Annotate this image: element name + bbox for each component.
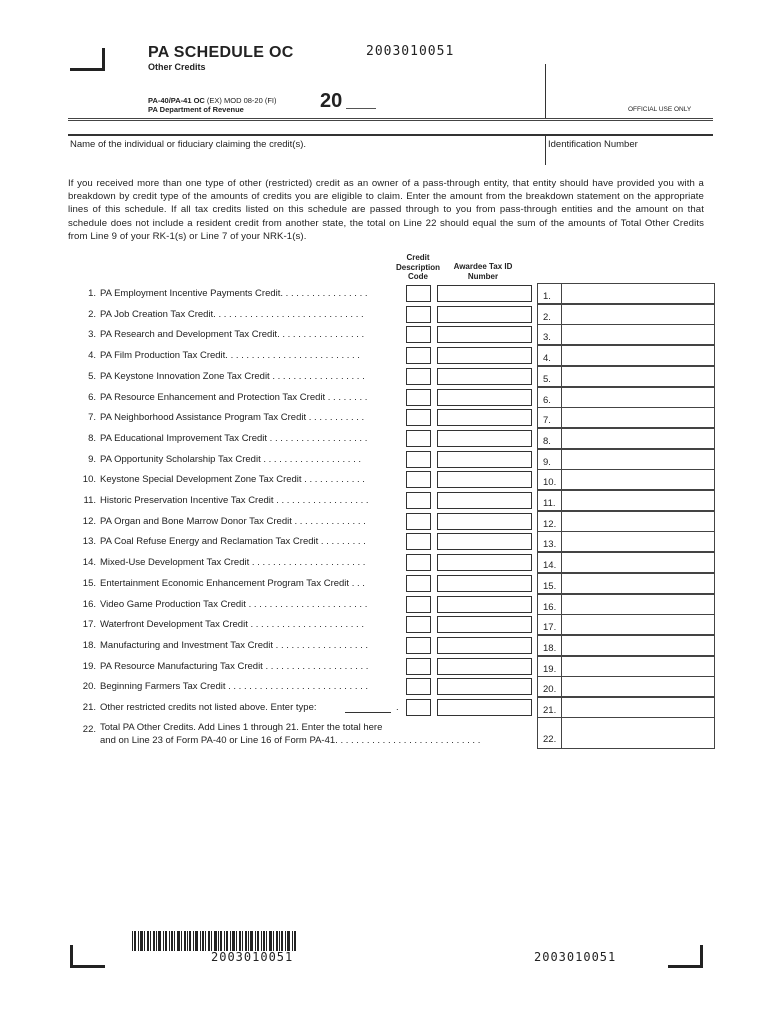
- line-label: PA Opportunity Scholarship Tax Credit . . . . . . . . . . . . . . . . . . .: [100, 453, 361, 465]
- line-number: 19.: [82, 660, 96, 672]
- form-code: [148, 96, 277, 114]
- barcode-bar: [187, 931, 188, 951]
- awardee-tax-id-input[interactable]: [437, 513, 532, 530]
- credit-code-input[interactable]: [406, 554, 431, 571]
- awardee-tax-id-input[interactable]: [437, 575, 532, 592]
- credit-code-input[interactable]: [406, 389, 431, 406]
- barcode-bar: [255, 931, 256, 951]
- barcode-bar: [261, 931, 262, 951]
- line-label: Beginning Farmers Tax Credit . . . . . . . . . . . . . . . . . . . . . . . . . . .: [100, 681, 369, 693]
- line-number-box: 13.: [537, 531, 562, 552]
- header-rule: [68, 118, 713, 121]
- line-number: 17.: [82, 619, 96, 631]
- barcode-bar: [211, 931, 212, 951]
- credit-line-row: [0, 658, 770, 678]
- line-label: PA Research and Development Tax Credit. . . . . . . . . . . . . . . . .: [100, 329, 365, 341]
- credit-amount-input[interactable]: [562, 656, 715, 677]
- credit-line-row: [0, 678, 770, 698]
- credit-code-input[interactable]: [406, 575, 431, 592]
- credit-amount-input[interactable]: [562, 490, 715, 511]
- awardee-tax-id-input[interactable]: [437, 409, 532, 426]
- credit-line-row: [0, 554, 770, 574]
- credit-line-row: [0, 699, 770, 719]
- id-number-label: Identification Number: [548, 139, 638, 150]
- line-number-box: 2.: [537, 304, 562, 325]
- barcode-bar: [294, 931, 296, 951]
- credit-code-input[interactable]: [406, 533, 431, 550]
- tax-year-input[interactable]: [346, 108, 376, 109]
- divider: [545, 64, 546, 118]
- line-label: Other restricted credits not listed above. Enter type:: [100, 702, 317, 713]
- credit-amount-input[interactable]: [562, 469, 715, 490]
- credit-line-row: [0, 596, 770, 616]
- line-22-row: [0, 721, 770, 751]
- barcode-bar: [214, 931, 217, 951]
- line-label: PA Keystone Innovation Zone Tax Credit . . . . . . . . . . . . . . . . . .: [100, 370, 365, 382]
- line-label: Mixed-Use Development Tax Credit . . . . . . . . . . . . . . . . . . . . . .: [100, 557, 366, 569]
- other-credit-type-input[interactable]: [345, 712, 391, 713]
- barcode-bar: [220, 931, 222, 951]
- credit-line-row: [0, 492, 770, 512]
- line-22-label: [100, 721, 540, 747]
- barcode-bar: [208, 931, 210, 951]
- credit-line-row: [0, 513, 770, 533]
- line-number: 22.: [82, 724, 96, 735]
- line-number-box: 6.: [537, 387, 562, 408]
- credit-code-input[interactable]: [406, 616, 431, 633]
- line-label: Manufacturing and Investment Tax Credit . . . . . . . . . . . . . . . . . .: [100, 639, 369, 651]
- barcode-bar: [232, 931, 235, 951]
- barcode-bar: [266, 931, 267, 951]
- barcode-bar: [245, 931, 247, 951]
- line-number-box: 17.: [537, 614, 562, 635]
- line-number: 2.: [88, 308, 96, 320]
- line-label: Keystone Special Development Zone Tax Credit . . . . . . . . . . . .: [100, 474, 365, 486]
- credit-code-input[interactable]: [406, 368, 431, 385]
- awardee-tax-id-input[interactable]: [437, 451, 532, 468]
- credit-line-row: [0, 637, 770, 657]
- credit-amount-input[interactable]: [562, 511, 715, 532]
- credit-line-row: [0, 409, 770, 429]
- awardee-tax-id-input[interactable]: [437, 430, 532, 447]
- registration-mark: [70, 48, 105, 71]
- awardee-tax-id-input[interactable]: [437, 678, 532, 695]
- line-number: 8.: [88, 432, 96, 444]
- barcode-bar: [248, 931, 249, 951]
- line-number-box: 7.: [537, 407, 562, 428]
- barcode-bar: [202, 931, 204, 951]
- credit-line-row: [0, 451, 770, 471]
- credit-code-input[interactable]: [406, 699, 431, 716]
- credit-amount-input[interactable]: [562, 697, 715, 718]
- credit-amount-input[interactable]: [562, 387, 715, 408]
- registration-mark: [668, 945, 703, 968]
- awardee-tax-id-input[interactable]: [437, 637, 532, 654]
- barcode-bar: [171, 931, 173, 951]
- line-number-box: 12.: [537, 511, 562, 532]
- line-22-text: and on Line 23 of Form PA-40 or Line 16 of Form PA-41. . . . . . . . . . . . . . . . . . . . . . . . . . . .: [100, 735, 481, 746]
- line-label: Entertainment Economic Enhancement Program Tax Credit . . .: [100, 577, 365, 589]
- barcode-bar: [184, 931, 186, 951]
- credit-code-input[interactable]: [406, 596, 431, 613]
- line-number-box: 20.: [537, 676, 562, 697]
- awardee-tax-id-input[interactable]: [437, 492, 532, 509]
- line-number-box: 16.: [537, 594, 562, 615]
- line-label: PA Resource Manufacturing Tax Credit . . . . . . . . . . . . . . . . . . . .: [100, 660, 369, 672]
- barcode-bar: [263, 931, 265, 951]
- line-number-box: 3.: [537, 324, 562, 345]
- awardee-tax-id-input[interactable]: [437, 347, 532, 364]
- barcode-bar: [177, 931, 180, 951]
- credit-line-row: [0, 616, 770, 636]
- awardee-tax-id-input[interactable]: [437, 285, 532, 302]
- awardee-tax-id-input[interactable]: [437, 596, 532, 613]
- line-label: Waterfront Development Tax Credit . . . . . . . . . . . . . . . . . . . . . .: [100, 619, 364, 631]
- name-rule: [68, 134, 713, 136]
- registration-mark: [70, 945, 105, 968]
- line-number: 1.: [88, 288, 96, 299]
- barcode-bar: [285, 931, 286, 951]
- line-number: 15.: [82, 577, 96, 589]
- barcode-bar: [226, 931, 228, 951]
- divider: [545, 135, 546, 165]
- column-header-code: Credit Description Code: [395, 253, 440, 281]
- period: .: [396, 702, 399, 713]
- barcode-bar: [138, 931, 139, 951]
- line-number: 14.: [82, 557, 96, 569]
- awardee-tax-id-input[interactable]: [437, 389, 532, 406]
- barcode-bar: [230, 931, 231, 951]
- line-label: Historic Preservation Incentive Tax Credit . . . . . . . . . . . . . . . . . .: [100, 495, 369, 506]
- credit-code-input[interactable]: [406, 430, 431, 447]
- credit-code-input[interactable]: [406, 637, 431, 654]
- department: PA Department of Revenue: [148, 105, 244, 114]
- barcode-bar: [276, 931, 278, 951]
- credit-amount-input[interactable]: [562, 531, 715, 552]
- credit-line-row: [0, 285, 770, 305]
- awardee-tax-id-input[interactable]: [437, 471, 532, 488]
- footer-doc-number: 2003010051: [534, 950, 617, 964]
- barcode-bar: [273, 931, 274, 951]
- awardee-tax-id-input[interactable]: [437, 658, 532, 675]
- line-label: PA Educational Improvement Tax Credit . . . . . . . . . . . . . . . . . . .: [100, 432, 368, 444]
- line-number: 7.: [88, 412, 96, 424]
- form-code-bold: PA-40/PA-41 OC: [148, 96, 205, 105]
- barcode-bar: [132, 931, 133, 951]
- line-number-box: 10.: [537, 469, 562, 490]
- credit-code-input[interactable]: [406, 326, 431, 343]
- credit-line-row: [0, 533, 770, 553]
- line-label: PA Coal Refuse Energy and Reclamation Tax Credit . . . . . . . . .: [100, 536, 366, 548]
- line-number: 3.: [88, 329, 96, 341]
- line-22-text: Total PA Other Credits. Add Lines 1 through 21. Enter the total here: [100, 722, 383, 733]
- credit-code-input[interactable]: [406, 285, 431, 302]
- line-number-box: 8.: [537, 428, 562, 449]
- barcode-bar: [189, 931, 191, 951]
- line-number-box: 9.: [537, 449, 562, 470]
- credit-amount-input[interactable]: [562, 324, 715, 345]
- line-label: PA Organ and Bone Marrow Donor Tax Credit . . . . . . . . . . . . . .: [100, 515, 366, 527]
- barcode-bar: [163, 931, 164, 951]
- barcode-bar: [169, 931, 170, 951]
- line-label: PA Film Production Tax Credit. . . . . . . . . . . . . . . . . . . . . . . . . .: [100, 350, 360, 362]
- barcode-bar: [239, 931, 241, 951]
- line-number-box: 19.: [537, 656, 562, 677]
- credit-amount-input[interactable]: [562, 283, 715, 304]
- column-header-awardee: Awardee Tax ID Number: [453, 262, 513, 281]
- awardee-tax-id-input[interactable]: [437, 306, 532, 323]
- barcode-bar: [158, 931, 161, 951]
- line-number-box: 11.: [537, 490, 562, 511]
- line-22-number-box: 22.: [537, 717, 562, 749]
- barcode-bar: [174, 931, 175, 951]
- tax-year-prefix: 20: [320, 90, 343, 112]
- barcode-bar: [281, 931, 283, 951]
- line-label: Video Game Production Tax Credit . . . . . . . . . . . . . . . . . . . . . . .: [100, 598, 368, 610]
- credit-code-input[interactable]: [406, 658, 431, 675]
- line-number-box: 14.: [537, 552, 562, 573]
- line-number: 9.: [88, 453, 96, 465]
- barcode: [130, 931, 300, 951]
- credit-amount-input[interactable]: [562, 676, 715, 697]
- barcode-bar: [156, 931, 157, 951]
- line-number-box: 1.: [537, 283, 562, 304]
- barcode-bar: [205, 931, 206, 951]
- barcode-bar: [242, 931, 243, 951]
- credit-line-row: [0, 471, 770, 491]
- line-number: 6.: [88, 391, 96, 403]
- credit-amount-input[interactable]: [562, 449, 715, 470]
- barcode-bar: [236, 931, 237, 951]
- credit-line-row: [0, 430, 770, 450]
- line-label: PA Employment Incentive Payments Credit. . . . . . . . . . . . . . . . .: [100, 288, 368, 299]
- line-number-box: 4.: [537, 345, 562, 366]
- name-field[interactable]: [70, 139, 540, 165]
- credit-amount-input[interactable]: [562, 304, 715, 325]
- line-number-box: 5.: [537, 366, 562, 387]
- line-number: 10.: [82, 474, 96, 486]
- form-title: PA SCHEDULE OC: [148, 44, 294, 61]
- barcode-bar: [269, 931, 272, 951]
- credit-code-input[interactable]: [406, 306, 431, 323]
- credit-line-row: [0, 368, 770, 388]
- credit-amount-input[interactable]: [562, 594, 715, 615]
- credit-line-row: [0, 326, 770, 346]
- instructions: If you received more than one type of other (restricted) credit as an owner of a pass-through entity, that entity should have provided you with a breakdown by credit type of the amounts of credits you are eligible to claim. Enter the amount from the breakdown statement on the appropriate lines of this schedule. If all tax credits listed on this schedule are passed through to you from pass-through entities and the amount on that schedule does not include a resident credit from another state, the total on Line 22 should equal the sum of the amounts of Total Other Credits from Line 9 of your RK-1(s) or Line 7 of your NRK-1(s).: [68, 178, 704, 242]
- credit-amount-input[interactable]: [562, 345, 715, 366]
- credit-amount-input[interactable]: [562, 407, 715, 428]
- awardee-tax-id-input[interactable]: [437, 699, 532, 716]
- credit-line-row: [0, 575, 770, 595]
- barcode-bar: [165, 931, 167, 951]
- line-number-box: 18.: [537, 635, 562, 656]
- credit-code-input[interactable]: [406, 678, 431, 695]
- barcode-bar: [224, 931, 225, 951]
- official-use-label: OFFICIAL USE ONLY: [628, 106, 692, 113]
- name-field-label: Name of the individual or fiduciary claiming the credit(s).: [70, 139, 307, 150]
- credit-code-input[interactable]: [406, 409, 431, 426]
- awardee-tax-id-input[interactable]: [437, 368, 532, 385]
- line-22-amount-input[interactable]: [562, 717, 715, 749]
- form-code-rev: (EX) MOD 08-20 (FI): [206, 96, 277, 105]
- line-number: 13.: [82, 536, 96, 548]
- credit-amount-input[interactable]: [562, 573, 715, 594]
- line-number: 5.: [88, 370, 96, 382]
- credit-code-input[interactable]: [406, 347, 431, 364]
- credit-amount-input[interactable]: [562, 552, 715, 573]
- barcode-bar: [218, 931, 219, 951]
- line-number-box: 15.: [537, 573, 562, 594]
- barcode-bar: [200, 931, 201, 951]
- awardee-tax-id-input[interactable]: [437, 616, 532, 633]
- doc-number: 2003010051: [366, 44, 455, 59]
- credit-amount-input[interactable]: [562, 366, 715, 387]
- barcode-bar: [134, 931, 136, 951]
- awardee-tax-id-input[interactable]: [437, 326, 532, 343]
- line-number: 11.: [83, 495, 96, 506]
- barcode-bar: [195, 931, 198, 951]
- barcode-bar: [153, 931, 155, 951]
- line-label: PA Job Creation Tax Credit. . . . . . . . . . . . . . . . . . . . . . . . . . . . .: [100, 308, 364, 320]
- credit-code-input[interactable]: [406, 451, 431, 468]
- credit-code-input[interactable]: [406, 492, 431, 509]
- credit-line-row: [0, 306, 770, 326]
- credit-line-row: [0, 347, 770, 367]
- form-subtitle: Other Credits: [148, 62, 206, 72]
- line-number: 4.: [88, 350, 96, 362]
- line-number: 20.: [82, 681, 96, 693]
- id-number-field[interactable]: [548, 139, 713, 165]
- barcode-bar: [147, 931, 149, 951]
- line-label: PA Resource Enhancement and Protection Tax Credit . . . . . . . .: [100, 391, 368, 403]
- credit-code-input[interactable]: [406, 471, 431, 488]
- barcode-bar: [279, 931, 280, 951]
- line-number: 12.: [82, 515, 96, 527]
- barcode-number: 2003010051: [211, 950, 294, 964]
- barcode-bar: [181, 931, 182, 951]
- line-number-box: 21.: [537, 697, 562, 718]
- barcode-bar: [144, 931, 145, 951]
- line-number: 18.: [82, 639, 96, 651]
- line-number: 21.: [82, 702, 96, 713]
- awardee-tax-id-input[interactable]: [437, 554, 532, 571]
- credit-amount-input[interactable]: [562, 635, 715, 656]
- barcode-bar: [150, 931, 151, 951]
- credit-line-row: [0, 389, 770, 409]
- line-number: 16.: [82, 598, 96, 610]
- barcode-bar: [292, 931, 293, 951]
- barcode-bar: [250, 931, 253, 951]
- credit-code-input[interactable]: [406, 513, 431, 530]
- line-label: PA Neighborhood Assistance Program Tax Credit . . . . . . . . . . .: [100, 412, 365, 424]
- barcode-bar: [257, 931, 259, 951]
- credit-amount-input[interactable]: [562, 428, 715, 449]
- awardee-tax-id-input[interactable]: [437, 533, 532, 550]
- barcode-bar: [193, 931, 194, 951]
- barcode-bar: [140, 931, 143, 951]
- credit-amount-input[interactable]: [562, 614, 715, 635]
- barcode-bar: [287, 931, 290, 951]
